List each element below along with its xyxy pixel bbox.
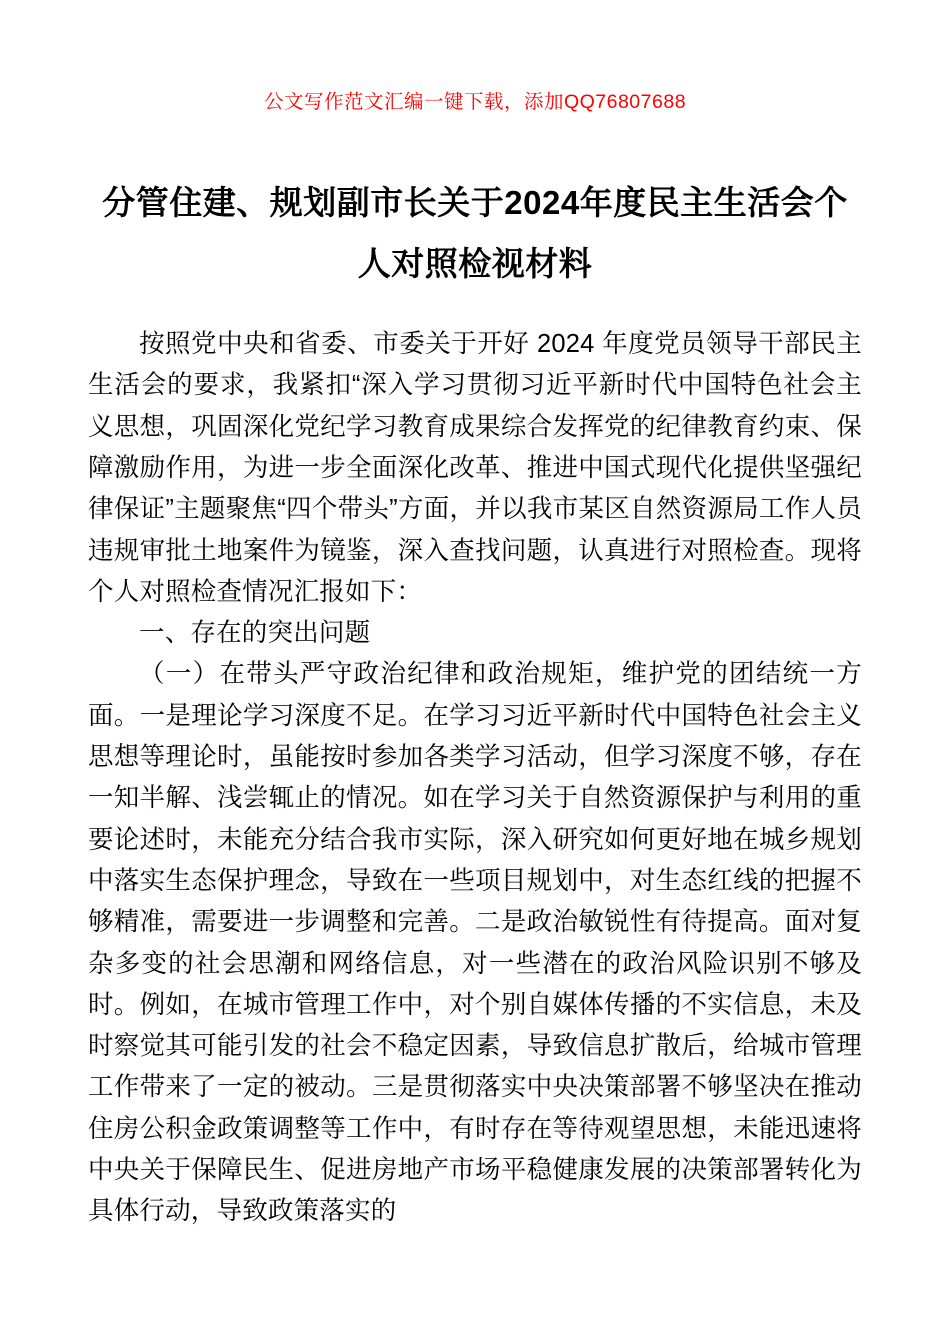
page-title: 分管住建、规划副市长关于2024年度民主生活会个人对照检视材料 [102, 184, 848, 283]
document-body [88, 294, 862, 1233]
watermark-text: 公文写作范文汇编一键下载，添加QQ76807688 [263, 91, 687, 113]
paragraph-subsection-one: （一）在带头严守政治纪律和政治规矩，维护党的团结统一方面。一是理论学习深度不足。在学习习近平新时代中国特色社会主义思想等理论时，虽能按时参加各类学习活动，但学习深度不够，存在一知半解、浅尝辄止的情况。如在学习关于自然资源保护与利用的重要论述时，未能充分结合我市实际，深入研究如何更好地在城乡规划中落实生态保护理念，导致在一些项目规划中，对生态红线的把握不够精准，需要进一步调整和完善。二是政治敏锐性有待提高。面对复杂多变的社会思潮和网络信息，对一些潜在的政治风险识别不够及时。例如，在城市管理工作中，对个别自媒体传播的不实信息，未及时察觉其可能引发的社会不稳定因素，导致信息扩散后，给城市管理工作带来了一定的被动。三是贯彻落实中央决策部署不够坚决在推动住房公积金政策调整等工作中，有时存在等待观望思想，未能迅速将中央关于保障民生、促进房地产市场平稳健康发展的决策部署转化为具体行动，导致政策落实的 [88, 660, 862, 1226]
paragraph-intro: 按照党中央和省委、市委关于开好 2024 年度党员领导干部民主生活会的要求，我紧扣“深入学习贯彻习近平新时代中国特色社会主义思想，巩固深化党纪学习教育成果综合发挥党的纪律教育约束、保障激励作用，为进一步全面深化改革、推进中国式现代化提供坚强纪律保证”主题聚焦“四个带头”方面，并以我市某区自然资源局工作人员违规审批土地案件为镜鉴，深入查找问题，认真进行对照检查。现将个人对照检查情况汇报如下： [88, 330, 862, 606]
paragraph-section-heading-one: 一、存在的突出问题 [139, 619, 371, 648]
